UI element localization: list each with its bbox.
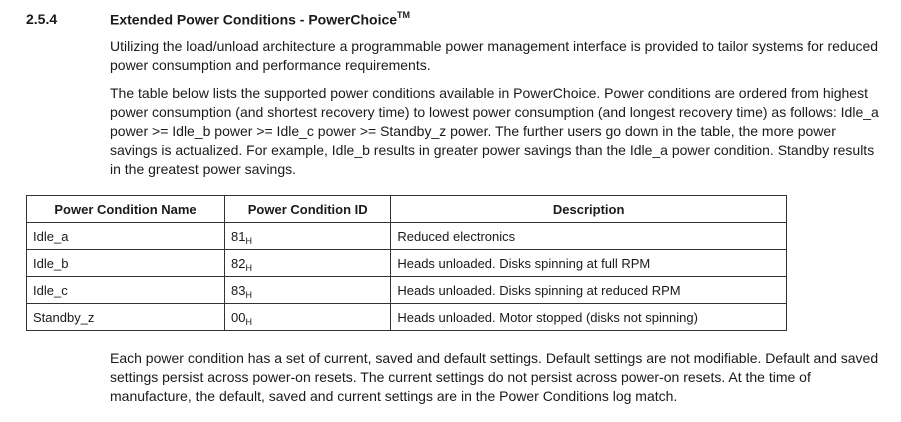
section-number: 2.5.4 — [26, 11, 58, 27]
row-id — [225, 250, 391, 277]
row-description: Heads unloaded. Motor stopped (disks not spinning) — [391, 304, 787, 331]
row-id-suffix: H — [245, 289, 253, 300]
row-id — [225, 277, 391, 304]
row-id-suffix: H — [245, 316, 253, 327]
table-row — [27, 223, 787, 250]
header-power-condition-id: Power Condition ID — [225, 196, 391, 223]
row-id-value: 81 — [231, 228, 246, 244]
header-power-condition-name: Power Condition Name — [27, 196, 225, 223]
row-description: Heads unloaded. Disks spinning at reduced RPM — [391, 277, 787, 304]
row-id-suffix: H — [245, 262, 253, 273]
row-name: Standby_z — [27, 304, 225, 331]
table-header-row — [27, 196, 787, 223]
row-description: Heads unloaded. Disks spinning at full RPM — [391, 250, 787, 277]
row-id-suffix: H — [245, 235, 253, 246]
row-description: Reduced electronics — [391, 223, 787, 250]
row-id-value: 82 — [231, 255, 246, 271]
settings-paragraph: Each power condition has a set of current, saved and default settings. Default settings are not modifiable. Default and saved settings persist across power-on resets. The current settings do not persist across power-on resets. At the time of manufacture, the default, saved and current settings are in the Power Conditions log match. — [110, 350, 879, 404]
table-row — [27, 250, 787, 277]
table-intro-paragraph: The table below lists the supported power conditions available in PowerChoice. Power conditions are ordered from highest power consumption (and shortest recovery time) to lowest power consumption (and longest recovery time) as follows: Idle_a power >= Idle_b power >= Idle_c power >= Standby_z power. The further users go down in the table, the more power savings is actualized. For example, Idle_b results in greater power savings than the Idle_a power condition. Standby results in the greatest power savings. — [110, 85, 879, 177]
row-id — [225, 223, 391, 250]
trademark-symbol: TM — [397, 10, 411, 20]
table-row — [27, 277, 787, 304]
section-title — [110, 11, 410, 28]
row-name: Idle_b — [27, 250, 225, 277]
row-name: Idle_c — [27, 277, 225, 304]
header-description: Description — [391, 196, 787, 223]
table-row — [27, 304, 787, 331]
intro-paragraph: Utilizing the load/unload architecture a programmable power management interface is provided to tailor systems for reduced power consumption and performance requirements. — [110, 38, 879, 73]
row-id-value: 83 — [231, 282, 246, 298]
row-id — [225, 304, 391, 331]
row-name: Idle_a — [27, 223, 225, 250]
section-title-text: Extended Power Conditions - PowerChoice — [110, 11, 398, 28]
power-conditions-table — [26, 195, 787, 331]
row-id-value: 00 — [231, 309, 246, 325]
